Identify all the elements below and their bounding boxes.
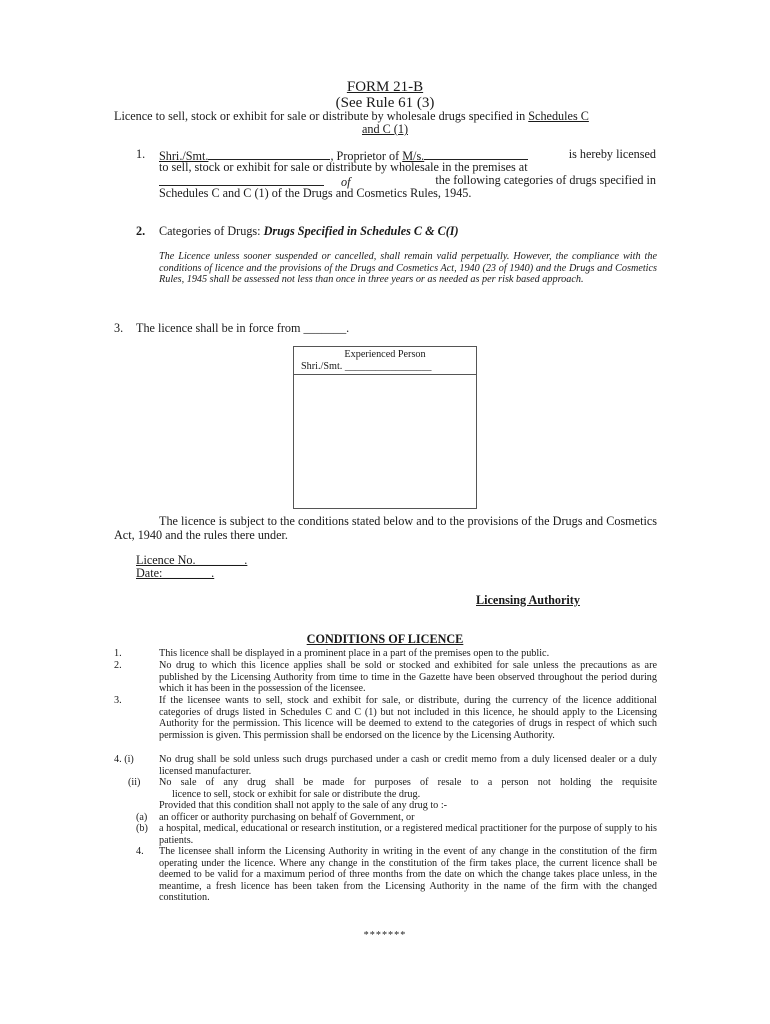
conditions-heading: CONDITIONS OF LICENCE (306, 632, 464, 646)
validity-note: The Licence unless sooner suspended or cancelled, shall remain valid perpetually. However, the compliance with the conditions of licence and the provisions of the Drugs and Cosmetics Act, 1940 (23 of 1940) and the Drugs and Cosmetics Rules, 1945 shall be assessed not less than once in three years or as needed as per risk based approach. (159, 251, 657, 286)
item1-number: 1. (136, 147, 146, 161)
form-subtitle-line1: Licence to sell, stock or exhibit for sale or distribute by wholesale drugs specified in Schedules C (114, 109, 589, 123)
condition-number: 1. (114, 648, 122, 659)
item1-line4: Schedules C and C (1) of the Drugs and Cosmetics Rules, 1945. (159, 186, 472, 200)
rule-reference: (See Rule 61 (3) (335, 95, 435, 111)
licensee-name-blank[interactable] (208, 148, 330, 160)
condition-4ii-line1: No sale of any drug shall be made for purposes of resale to a person not holding the requisite (159, 777, 657, 788)
item3-in-force: The licence shall be in force from _______. (136, 321, 350, 335)
condition-number: 4. (136, 846, 144, 857)
premises-blank[interactable] (159, 174, 324, 186)
sub-item-number: (a) (136, 812, 148, 823)
sub-item-number: (b) (136, 823, 148, 834)
item1-line2: to sell, stock or exhibit for sale or distribute by wholesale in the premises at (159, 160, 528, 174)
licensing-authority: Licensing Authority (476, 593, 580, 607)
form-subtitle-line2: and C (1) (361, 122, 409, 136)
condition-number: (ii) (128, 777, 141, 788)
experienced-box-divider (293, 374, 477, 375)
condition-4ii-line2: licence to sell, stock or exhibit for sale or distribute the drug. (172, 789, 421, 800)
item2-number: 2. (136, 224, 146, 238)
item2-categories: Categories of Drugs: Drugs Specified in Schedules C & C(I) (159, 224, 459, 238)
condition-text: The licensee shall inform the Licensing Authority in writing in the event of any change in the constitution of the firm operating under the licence. Where any change in the constitution of the firm takes place, the current licence shall be deemed to be valid for a maximum period of three months from the date on which the change takes place unless, in the meantime, a fresh licence has been taken from the Licensing Authority in the name of the firm with the changed constitution. (159, 846, 657, 904)
form-title: FORM 21-B (346, 79, 424, 95)
experienced-person-name[interactable]: Shri./Smt. _________________ (301, 361, 432, 372)
condition-text: No drug to which this licence applies shall be sold or stocked and exhibited for sale unless the precautions as are published by the Licensing Authority from time to time in the Gazette have been observed throughout the period during which it has been in the possession of the licensee. (159, 660, 657, 695)
licence-number[interactable]: Licence No.________. (136, 553, 248, 567)
item1-line3: of the following categories of drugs specified in (159, 174, 656, 190)
sub-item-a: an officer or authority purchasing on behalf of Government, or (159, 812, 415, 823)
condition-text: No drug shall be sold unless such drugs purchased under a cash or credit memo from a duly licensed dealer or a duly licensed manufacturer. (159, 754, 657, 777)
licence-date[interactable]: Date:________. (136, 566, 215, 580)
item1-line1: Shri./Smt. , Proprietor of M/s. is hereby licensed (159, 147, 656, 163)
firm-name-blank[interactable] (424, 148, 528, 160)
sub-item-b: a hospital, medical, educational or research institution, or a registered medical practitioner for the purpose of supply to his patients. (159, 823, 657, 846)
condition-number: 2. (114, 660, 122, 671)
condition-number: 3. (114, 695, 122, 706)
end-mark: ******* (363, 930, 407, 941)
condition-text: This licence shall be displayed in a prominent place in a part of the premises open to the public. (159, 648, 550, 659)
subject-statement: The licence is subject to the conditions stated below and to the provisions of the Drugs and Cosmetics Act, 1940 and the rules there under. (114, 514, 657, 542)
condition-number: 4. (i) (114, 754, 134, 765)
item3-number: 3. (114, 321, 124, 335)
proviso: Provided that this condition shall not apply to the sale of any drug to :- (159, 800, 448, 811)
experienced-person-heading: Experienced Person (344, 349, 426, 360)
condition-text: If the licensee wants to sell, stock and exhibit for sale, or distribute, during the currency of the licence additional categories of drugs listed in Schedules C and C (1) but not included in this licence, he should apply to the Licensing Authority for the permission. This licence will be deemed to extend to the categories of drugs in respect of which such permission is given. This permission shall be endorsed on the licence by the Licensing Authority. (159, 695, 657, 741)
